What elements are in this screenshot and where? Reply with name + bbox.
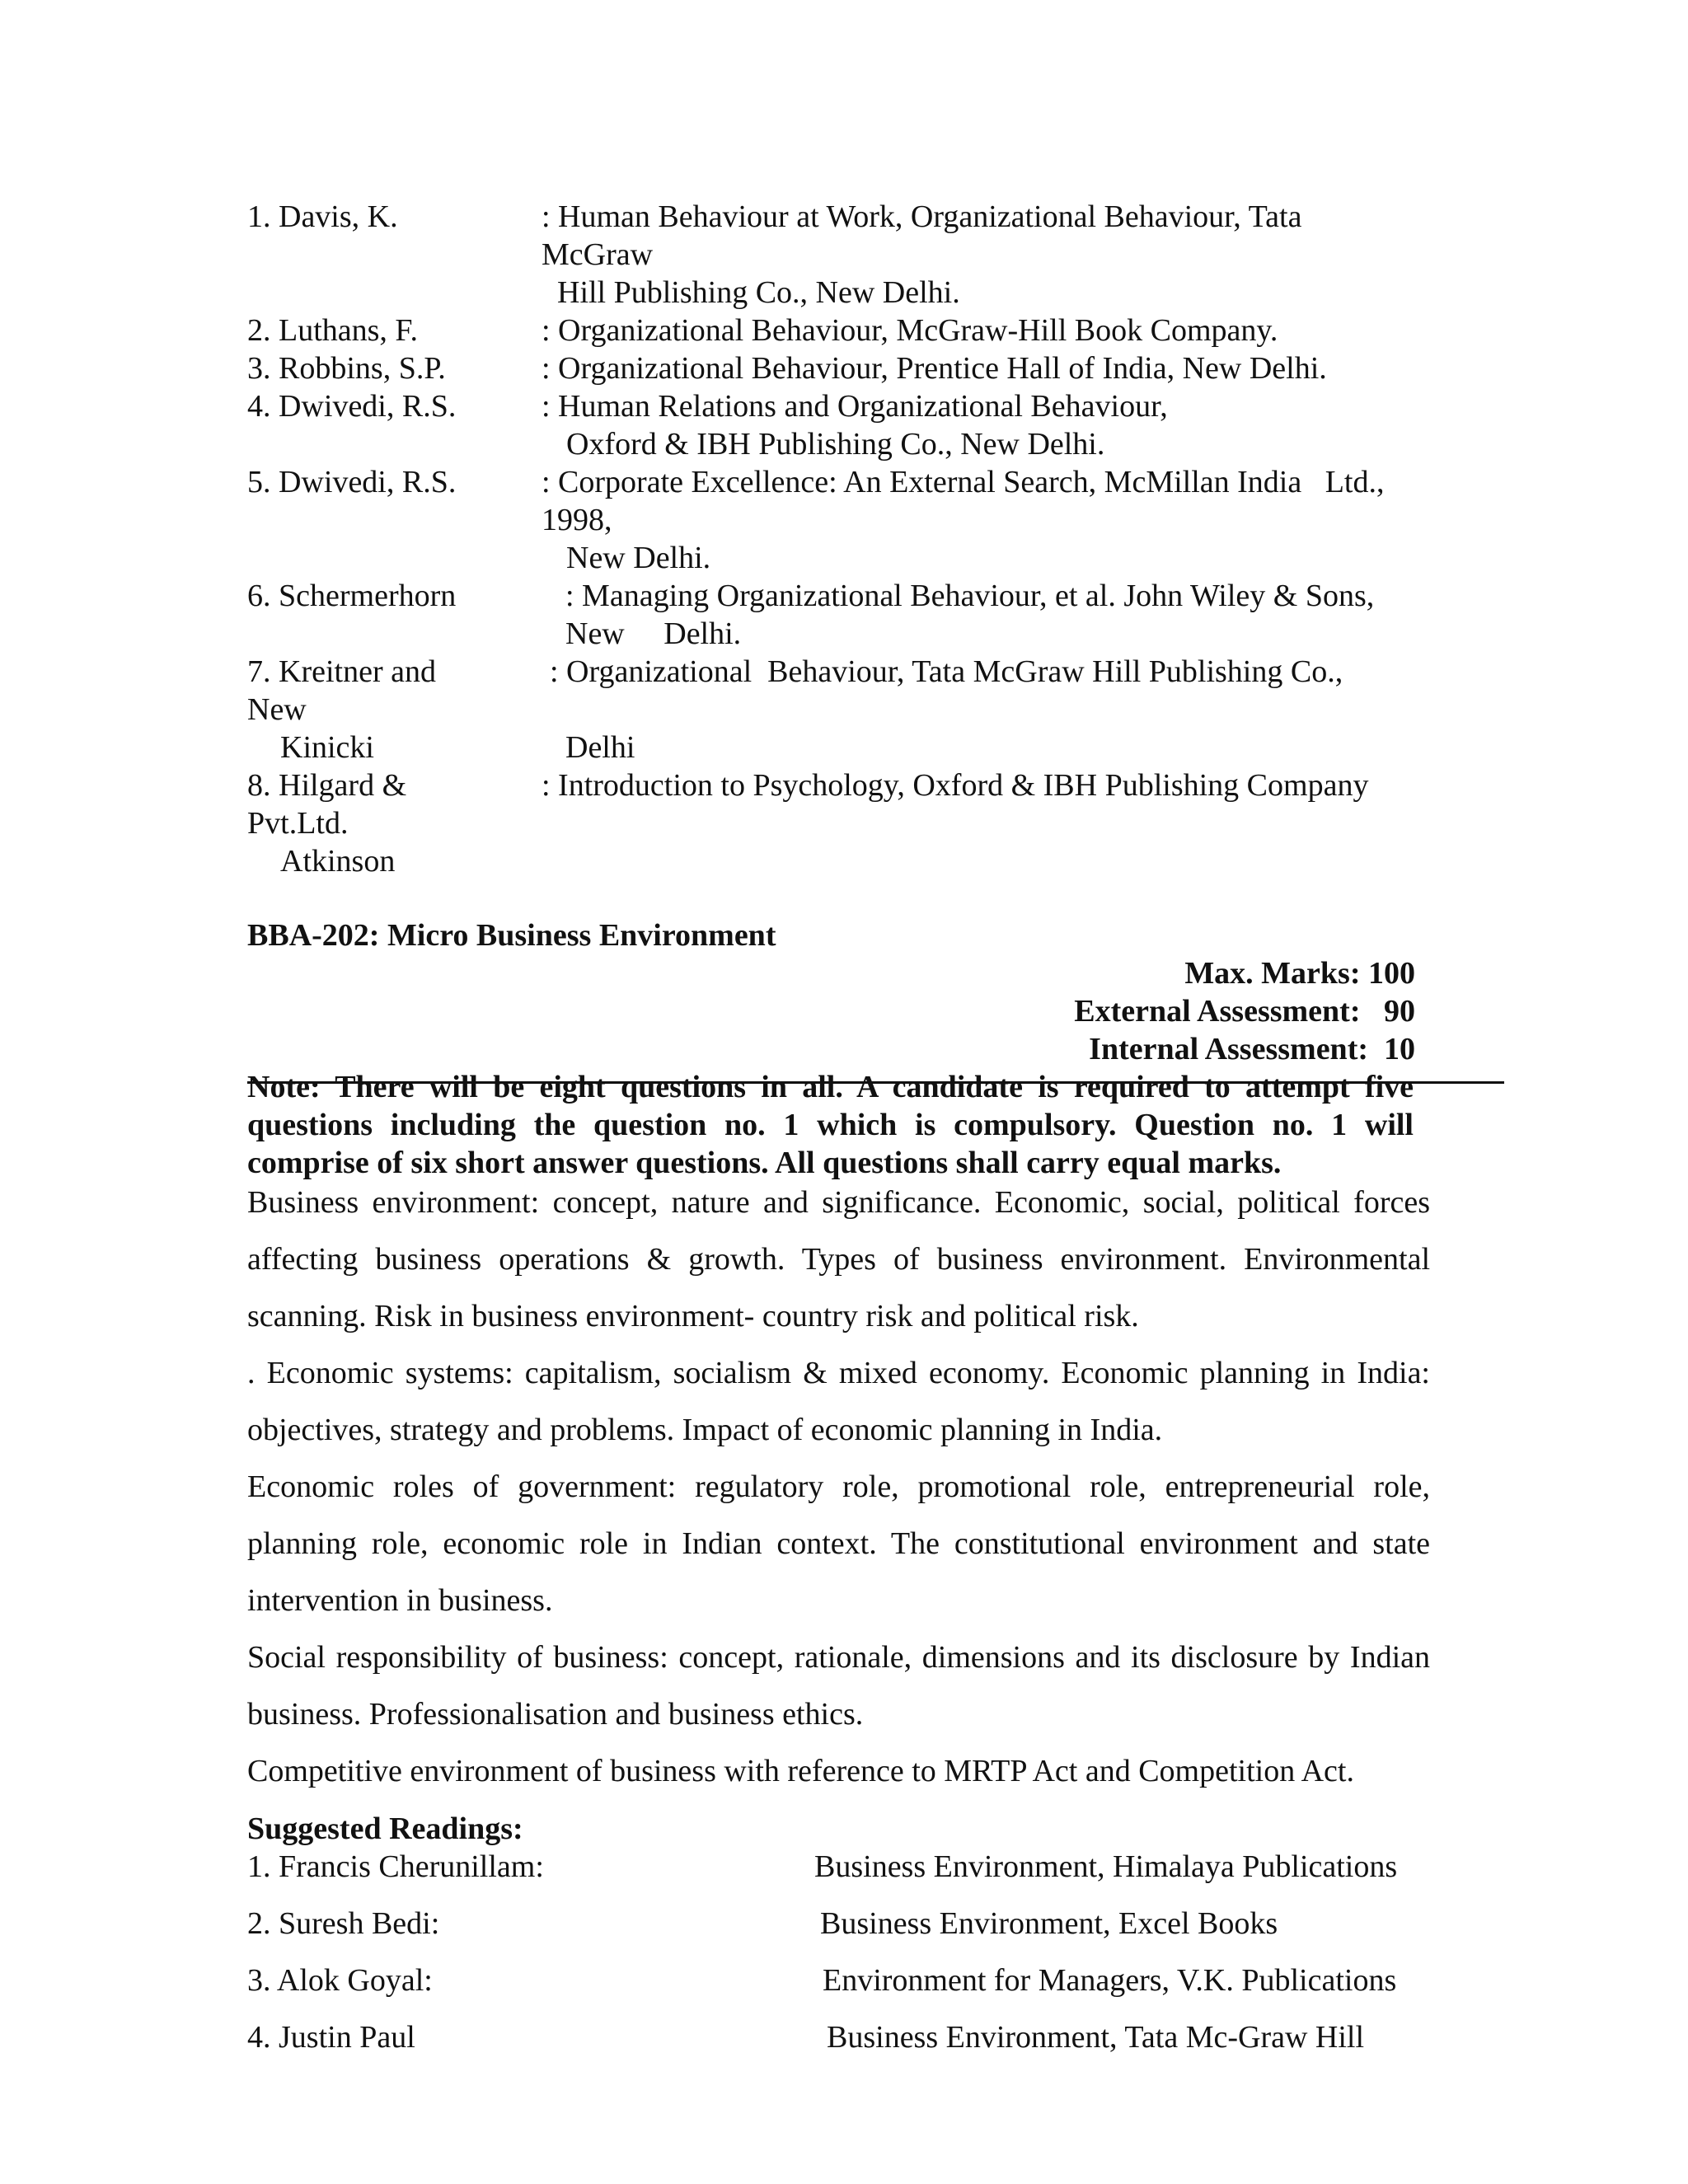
ref-text: McGraw bbox=[542, 237, 654, 272]
ref-author: 2. Luthans, F. bbox=[247, 313, 419, 348]
syllabus-paragraph: Economic roles of government: regulatory role, promotional role, entrepreneurial role, planning role, economic role in Indian context. The constitutional environment and state intervention in business. bbox=[247, 1469, 1430, 1618]
ref-text: New bbox=[247, 692, 307, 727]
ref-text: Hill Publishing Co., New Delhi. bbox=[542, 275, 960, 310]
reading-author: 1. Francis Cherunillam: bbox=[247, 1849, 544, 1884]
syllabus-paragraph: Business environment: concept, nature and significance. Economic, social, political forces affecting business operations & growth. Types of business environment. Environmental scanning. Risk in business environment- country risk and political risk. bbox=[247, 1185, 1430, 1333]
syllabus-body bbox=[247, 1174, 1430, 1800]
ref-text: Delhi bbox=[565, 730, 635, 765]
ref-author: Kinicki bbox=[280, 730, 374, 765]
reading-author: 4. Justin Paul bbox=[247, 2020, 415, 2055]
ref-text: : Human Relations and Organizational Behaviour, bbox=[542, 389, 1168, 424]
suggested-readings-heading: Suggested Readings: bbox=[247, 1811, 523, 1846]
ref-text: New Delhi. bbox=[565, 616, 742, 651]
syllabus-paragraph: . Economic systems: capitalism, socialism & mixed economy. Economic planning in India: objectives, strategy and problems. Impact of economic planning in India. bbox=[247, 1356, 1430, 1447]
reading-author: 2. Suresh Bedi: bbox=[247, 1906, 440, 1941]
syllabus-paragraph: Social responsibility of business: concept, rationale, dimensions and its disclosure by Indian business. Professionalisation and business ethics. bbox=[247, 1640, 1430, 1732]
ref-text: : Organizational Behaviour, Tata McGraw Hill Publishing Co., bbox=[550, 654, 1343, 689]
external-assessment: External Assessment: 90 bbox=[1074, 994, 1415, 1029]
ref-text: Oxford & IBH Publishing Co., New Delhi. bbox=[551, 427, 1105, 462]
ref-text: : Introduction to Psychology, Oxford & IBH Publishing Company bbox=[542, 768, 1369, 803]
ref-author: 8. Hilgard & bbox=[247, 768, 407, 803]
reading-author: 3. Alok Goyal: bbox=[247, 1963, 433, 1998]
reading-title: Environment for Managers, V.K. Publications bbox=[823, 1963, 1397, 1998]
reading-title: Business Environment, Excel Books bbox=[820, 1906, 1278, 1941]
max-marks: Max. Marks: 100 bbox=[1184, 956, 1415, 991]
ref-author: Atkinson bbox=[280, 844, 396, 879]
syllabus-paragraph: Competitive environment of business with reference to MRTP Act and Competition Act. bbox=[247, 1754, 1354, 1788]
internal-assessment: Internal Assessment: 10 bbox=[1089, 1032, 1415, 1066]
ref-text: New Delhi. bbox=[551, 541, 711, 575]
ref-author: 4. Dwivedi, R.S. bbox=[247, 389, 457, 424]
ref-author: 1. Davis, K. bbox=[247, 199, 398, 234]
ref-text: : Managing Organizational Behaviour, et al. John Wiley & Sons, bbox=[565, 579, 1375, 613]
ref-author: 6. Schermerhorn bbox=[247, 579, 457, 613]
ref-text: : Organizational Behaviour, McGraw-Hill Book Company. bbox=[542, 313, 1278, 348]
ref-text: : Corporate Excellence: An External Search, McMillan India Ltd., bbox=[542, 465, 1385, 499]
ref-text: 1998, bbox=[542, 503, 612, 537]
course-title: BBA-202: Micro Business Environment bbox=[247, 918, 776, 953]
ref-text: Pvt.Ltd. bbox=[247, 806, 349, 841]
ref-author: 7. Kreitner and bbox=[247, 654, 436, 689]
ref-text: : Organizational Behaviour, Prentice Hall of India, New Delhi. bbox=[542, 351, 1327, 386]
reading-title: Business Environment, Tata Mc-Graw Hill bbox=[827, 2020, 1365, 2055]
reading-title: Business Environment, Himalaya Publications bbox=[814, 1849, 1398, 1884]
ref-author: 5. Dwivedi, R.S. bbox=[247, 465, 457, 499]
ref-text: : Human Behaviour at Work, Organizational Behaviour, Tata bbox=[542, 199, 1302, 234]
ref-author: 3. Robbins, S.P. bbox=[247, 351, 446, 386]
exam-note: Note: There will be eight questions in all. A candidate is required to attempt five questions including the question no. 1 which is compulsory. Question no. 1 will comprise of six short answer questions. All questions shall carry equal marks. bbox=[247, 1070, 1414, 1180]
